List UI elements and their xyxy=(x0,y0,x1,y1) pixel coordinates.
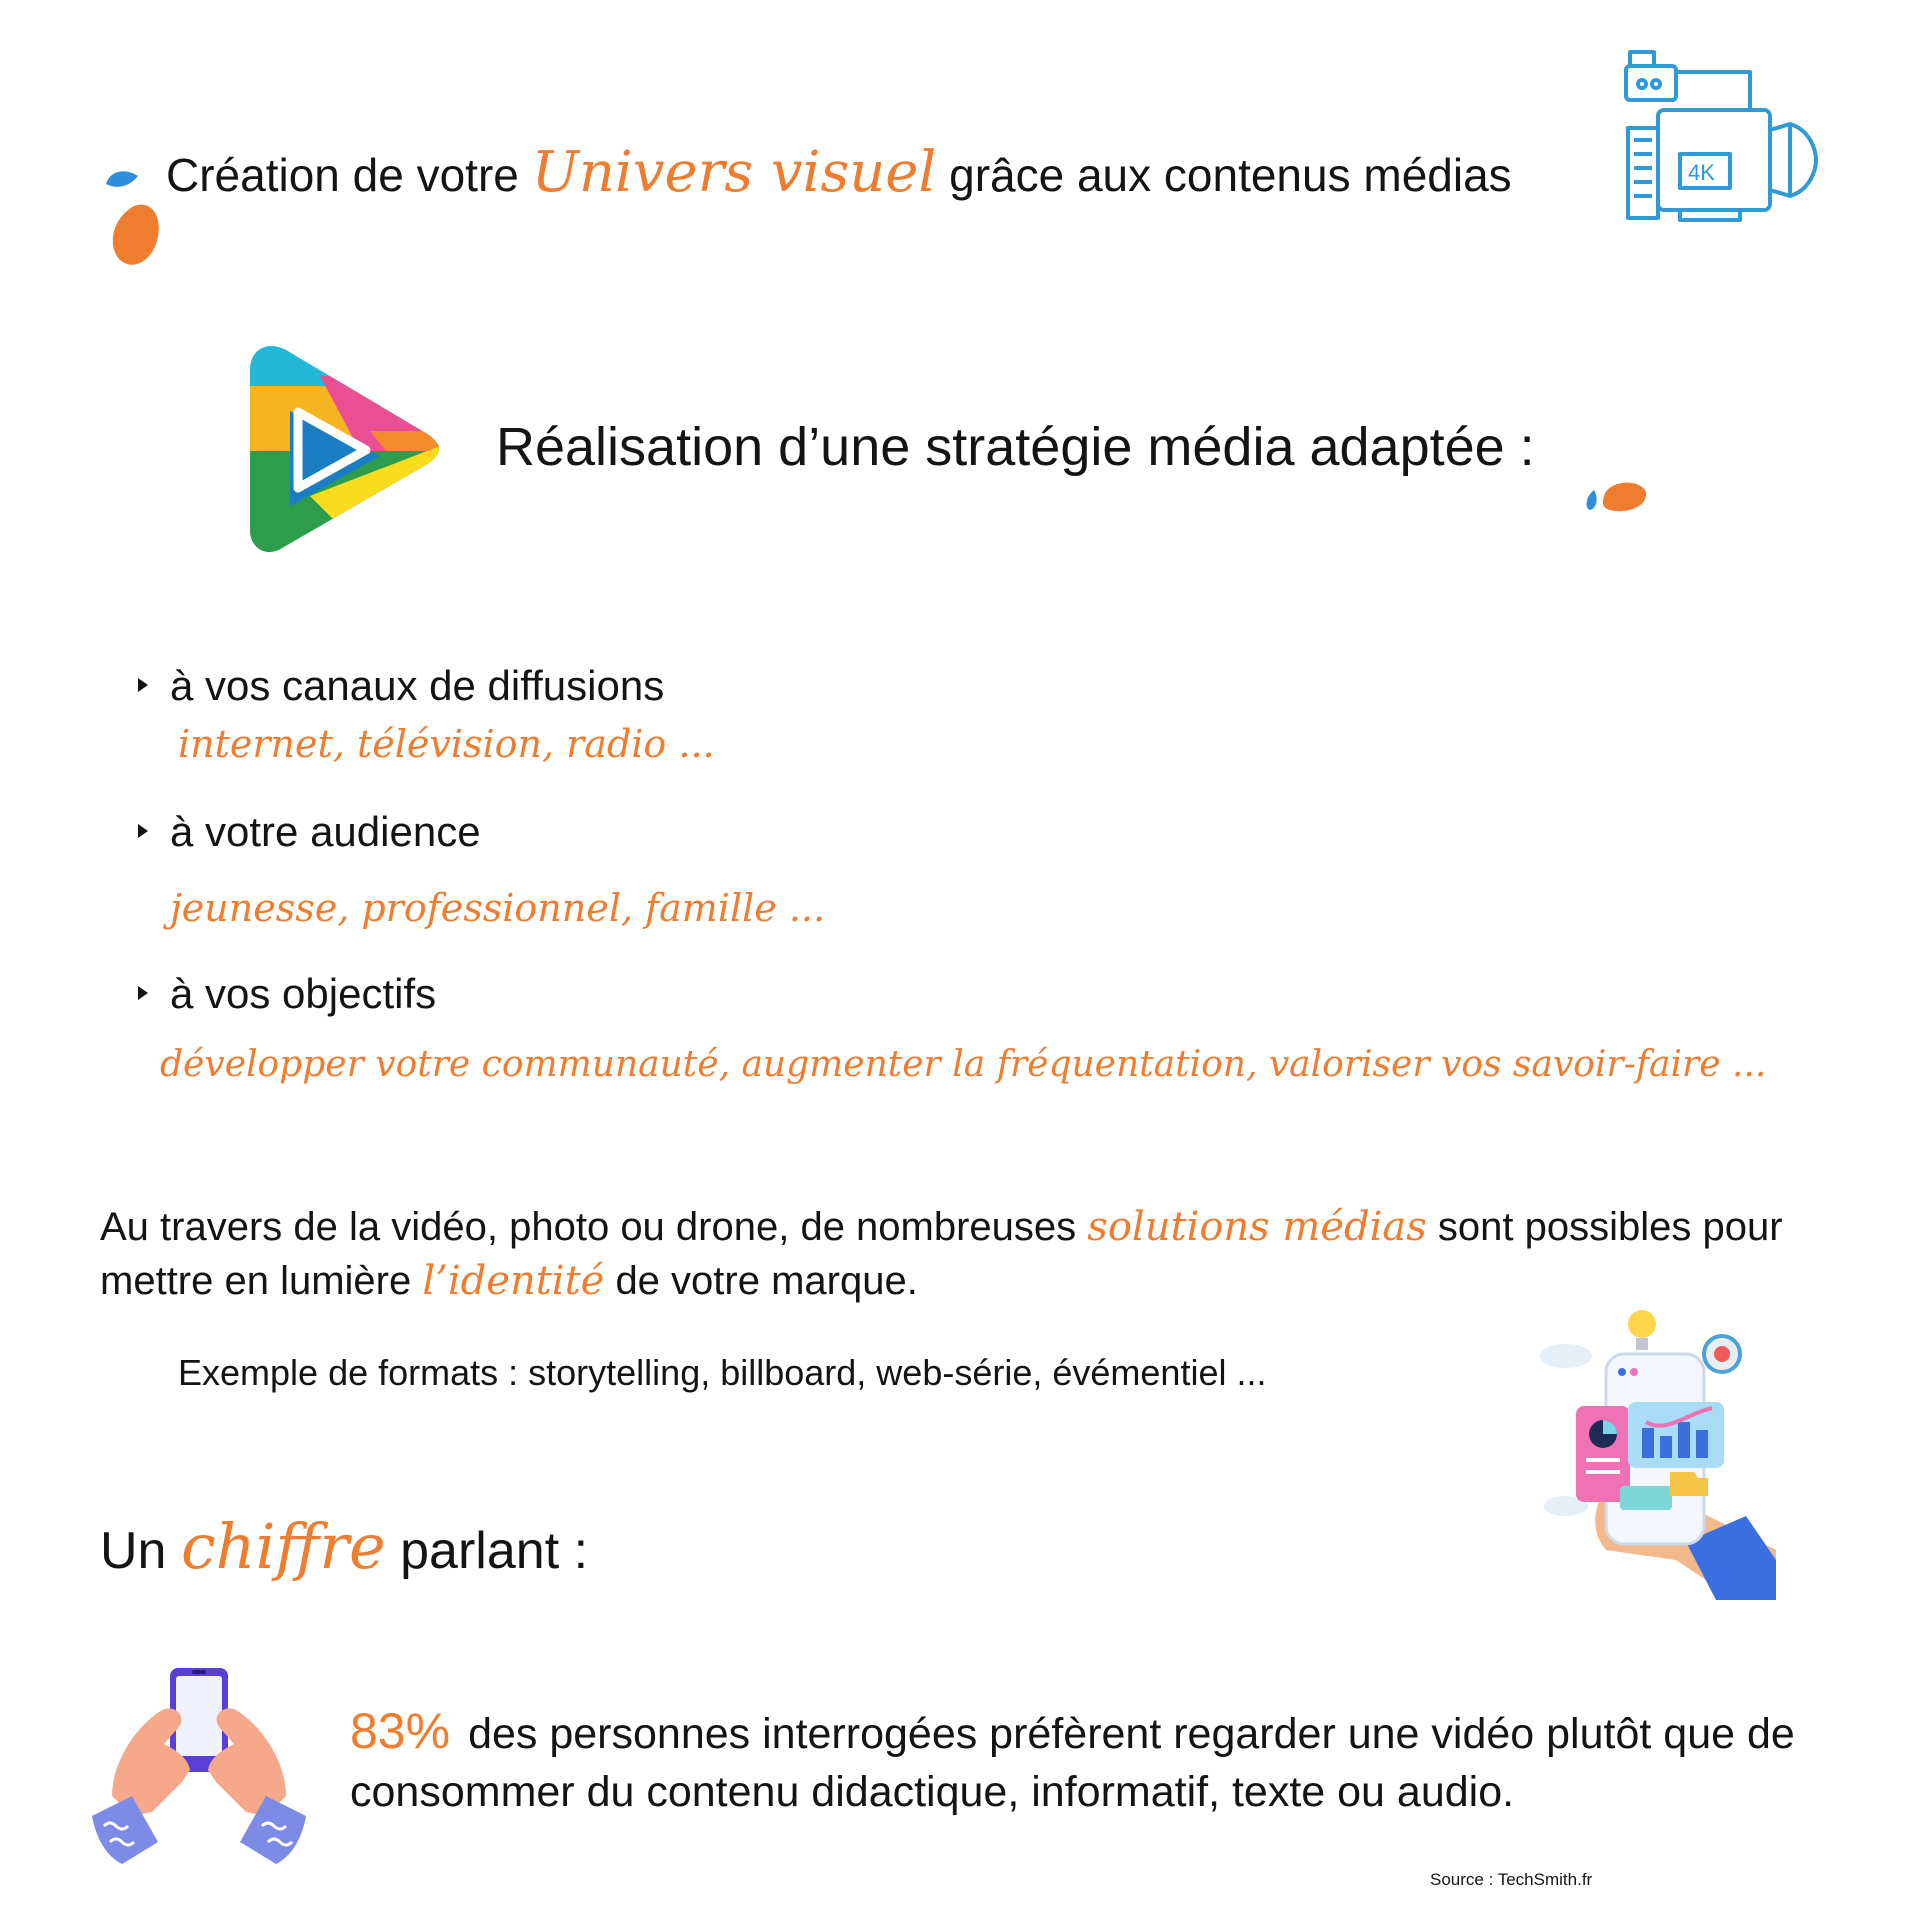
statistic xyxy=(350,1702,1850,1821)
page-title xyxy=(166,140,1512,205)
list-item-example: développer votre communauté, augmenter la fréquentation, valoriser vos savoir-faire ... xyxy=(160,1044,1767,1085)
list-item-label: à vos objectifs xyxy=(170,970,437,1017)
source-note: Source : TechSmith.fr xyxy=(1430,1870,1593,1889)
figure-heading-before: Un xyxy=(100,1522,167,1580)
solutions-line1-before: Au travers de la vidéo, photo ou drone, de nombreuses xyxy=(100,1205,1077,1249)
list-item-example: jeunesse, professionnel, famille ... xyxy=(170,886,826,930)
solutions-line1-highlight: solutions médias xyxy=(1087,1204,1427,1250)
camera-badge: 4K xyxy=(1688,160,1715,185)
solutions-line2-highlight: l’identité xyxy=(422,1258,605,1304)
solutions-line2-after: de votre marque. xyxy=(615,1259,918,1303)
phone-marketing-illustration-icon xyxy=(1536,1310,1776,1600)
bullet-icon xyxy=(138,986,148,1000)
figure-heading-after: parlant : xyxy=(400,1522,589,1580)
solutions-line1-after: sont possibles pour xyxy=(1437,1205,1783,1249)
list-item xyxy=(138,662,664,710)
list-item xyxy=(138,808,481,856)
title-highlight: Univers visuel xyxy=(531,140,937,205)
title-before: Création de votre xyxy=(166,149,519,201)
list-item-label: à votre audience xyxy=(170,808,481,855)
decorative-drops-icon xyxy=(1584,478,1648,514)
title-after: grâce aux contenus médias xyxy=(949,149,1512,201)
solutions-line2-before: mettre en lumière xyxy=(100,1259,412,1303)
statistic-percent: 83% xyxy=(350,1703,451,1759)
formats-example: Exemple de formats : storytelling, billboard, web-série, évémentiel ... xyxy=(178,1352,1267,1393)
list-item-label: à vos canaux de diffusions xyxy=(170,662,665,709)
list-item-example: internet, télévision, radio ... xyxy=(178,722,715,766)
figure-heading-highlight: chiffre xyxy=(180,1510,386,1583)
list-item xyxy=(138,970,436,1018)
bullet-icon xyxy=(138,824,148,838)
statistic-text: des personnes interrogées préfèrent regarder une vidéo plutôt que de consommer du contenu didactique, informatif, texte ou audio. xyxy=(350,1710,1795,1816)
colorful-play-logo-icon xyxy=(250,346,440,556)
strategy-heading: Réalisation d’une stratégie média adaptée : xyxy=(496,417,1535,477)
hands-holding-phone-icon xyxy=(92,1666,312,1866)
video-camera-4k-icon xyxy=(1620,50,1820,225)
decorative-drops-icon xyxy=(104,164,164,270)
bullet-icon xyxy=(138,678,148,692)
solutions-paragraph xyxy=(100,1200,1840,1308)
figure-heading xyxy=(100,1510,588,1583)
